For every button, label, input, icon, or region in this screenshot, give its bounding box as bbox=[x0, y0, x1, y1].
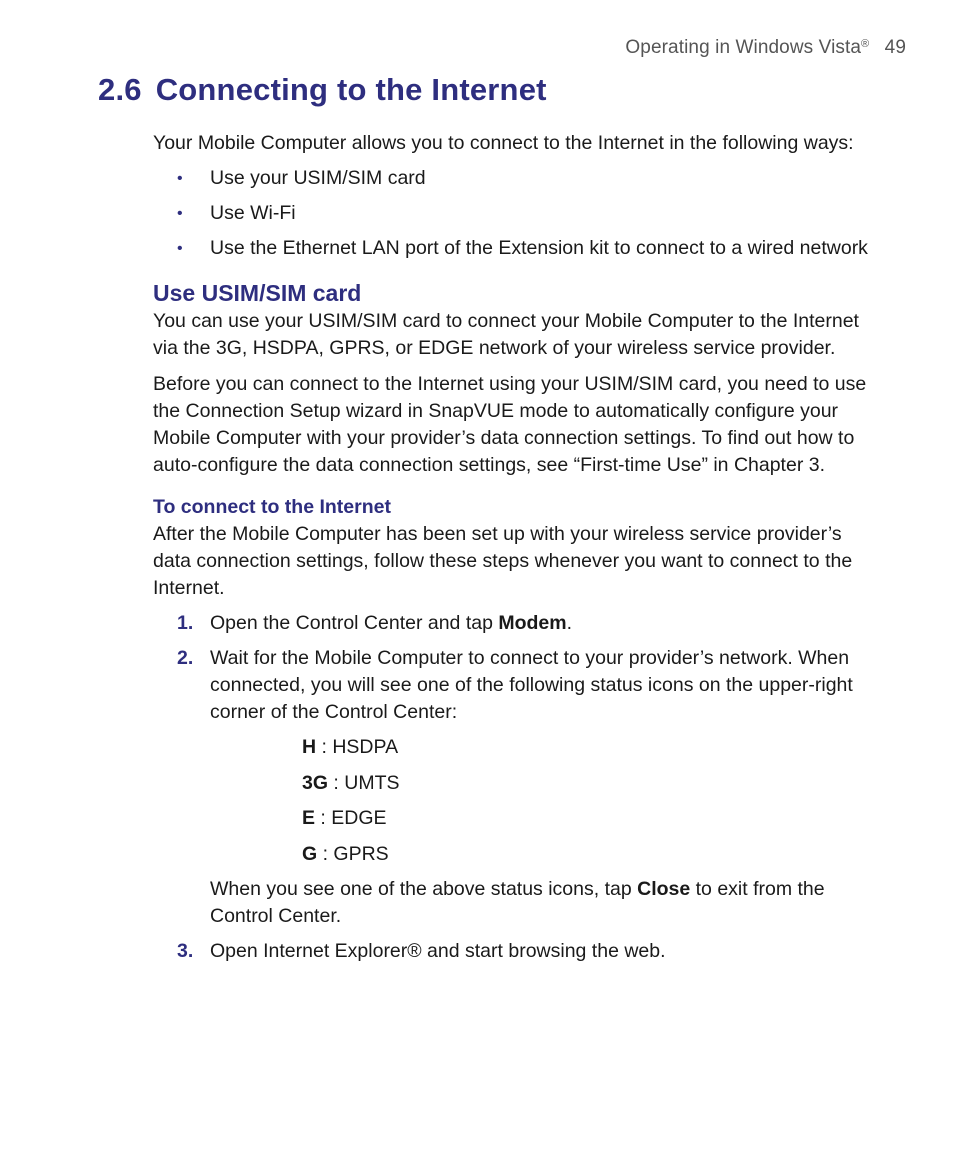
close-label: Close bbox=[637, 878, 691, 900]
step-2-followup bbox=[210, 876, 883, 930]
subsection-heading-usim: Use USIM/SIM card bbox=[153, 280, 362, 306]
step-1 bbox=[153, 610, 883, 637]
list-item bbox=[153, 200, 883, 227]
list-item bbox=[153, 235, 883, 262]
step-text: Open the Control Center and tap bbox=[210, 612, 499, 634]
status-item-edge bbox=[302, 805, 883, 832]
status-icon-h: H bbox=[302, 736, 317, 758]
bullet-icon: • bbox=[177, 205, 183, 222]
section-title bbox=[98, 72, 547, 108]
running-title: Operating in Windows Vista bbox=[625, 37, 862, 58]
registered-mark: ® bbox=[861, 38, 870, 50]
section-number: 2.6 bbox=[98, 72, 142, 107]
running-header bbox=[625, 37, 906, 59]
status-icon-list bbox=[302, 734, 883, 868]
step-text-end: . bbox=[566, 612, 573, 634]
status-item-umts bbox=[302, 770, 883, 797]
status-label: : HSDPA bbox=[316, 736, 399, 758]
list-item-text: Use the Ethernet LAN port of the Extension kit to connect to a wired network bbox=[210, 237, 868, 259]
procedure-steps bbox=[153, 610, 883, 965]
followup-text: When you see one of the above status icons, tap bbox=[210, 878, 638, 900]
status-label: : GPRS bbox=[317, 842, 389, 865]
status-item-gprs bbox=[302, 841, 883, 868]
step-2 bbox=[153, 645, 883, 930]
bullet-icon: • bbox=[177, 170, 183, 187]
status-label: : EDGE bbox=[315, 807, 387, 829]
step-number: 2. bbox=[177, 647, 194, 669]
status-icon-3g: 3G bbox=[302, 771, 329, 794]
connection-methods-list bbox=[153, 165, 883, 262]
page-number: 49 bbox=[884, 37, 906, 58]
main-content bbox=[153, 130, 883, 973]
section-title-text: Connecting to the Internet bbox=[155, 72, 547, 107]
procedure-heading: To connect to the Internet bbox=[153, 496, 391, 518]
list-item bbox=[153, 165, 883, 192]
usim-paragraph-2: Before you can connect to the Internet using your USIM/SIM card, you need to use the Connection Setup wizard in SnapVUE mode to automatically configure your Mobile Computer with your provider’s data connection settings. To find out how to auto-configure the data connection settings, see “First-time Use” in Chapter 3. bbox=[153, 373, 867, 476]
step-text: Open Internet Explorer® and start browsing the web. bbox=[210, 940, 666, 962]
status-icon-e: E bbox=[302, 807, 316, 829]
intro-paragraph: Your Mobile Computer allows you to connect to the Internet in the following ways: bbox=[153, 132, 854, 154]
step-number: 3. bbox=[177, 940, 194, 962]
bullet-icon: • bbox=[177, 240, 183, 257]
usim-paragraph-1: You can use your USIM/SIM card to connect your Mobile Computer to the Internet via the 3G, HSDPA, GPRS, or EDGE network of your wireless service provider. bbox=[153, 310, 859, 359]
procedure-intro: After the Mobile Computer has been set up with your wireless service provider’s data connection settings, follow these steps whenever you want to connect to the Internet. bbox=[153, 523, 853, 599]
step-number: 1. bbox=[177, 612, 194, 634]
step-3 bbox=[153, 938, 883, 965]
followup-text-end: to exit from the Control Center. bbox=[210, 878, 825, 927]
step-text: Wait for the Mobile Computer to connect to your provider’s network. When connected, you will see one of the following status icons on the upper-right corner of the Control Center: bbox=[210, 647, 853, 723]
status-label: : UMTS bbox=[328, 771, 400, 794]
status-icon-g: G bbox=[302, 842, 318, 865]
list-item-text: Use Wi-Fi bbox=[210, 202, 296, 224]
list-item-text: Use your USIM/SIM card bbox=[210, 167, 426, 189]
modem-label: Modem bbox=[498, 612, 567, 634]
status-item-hsdpa bbox=[302, 734, 883, 761]
